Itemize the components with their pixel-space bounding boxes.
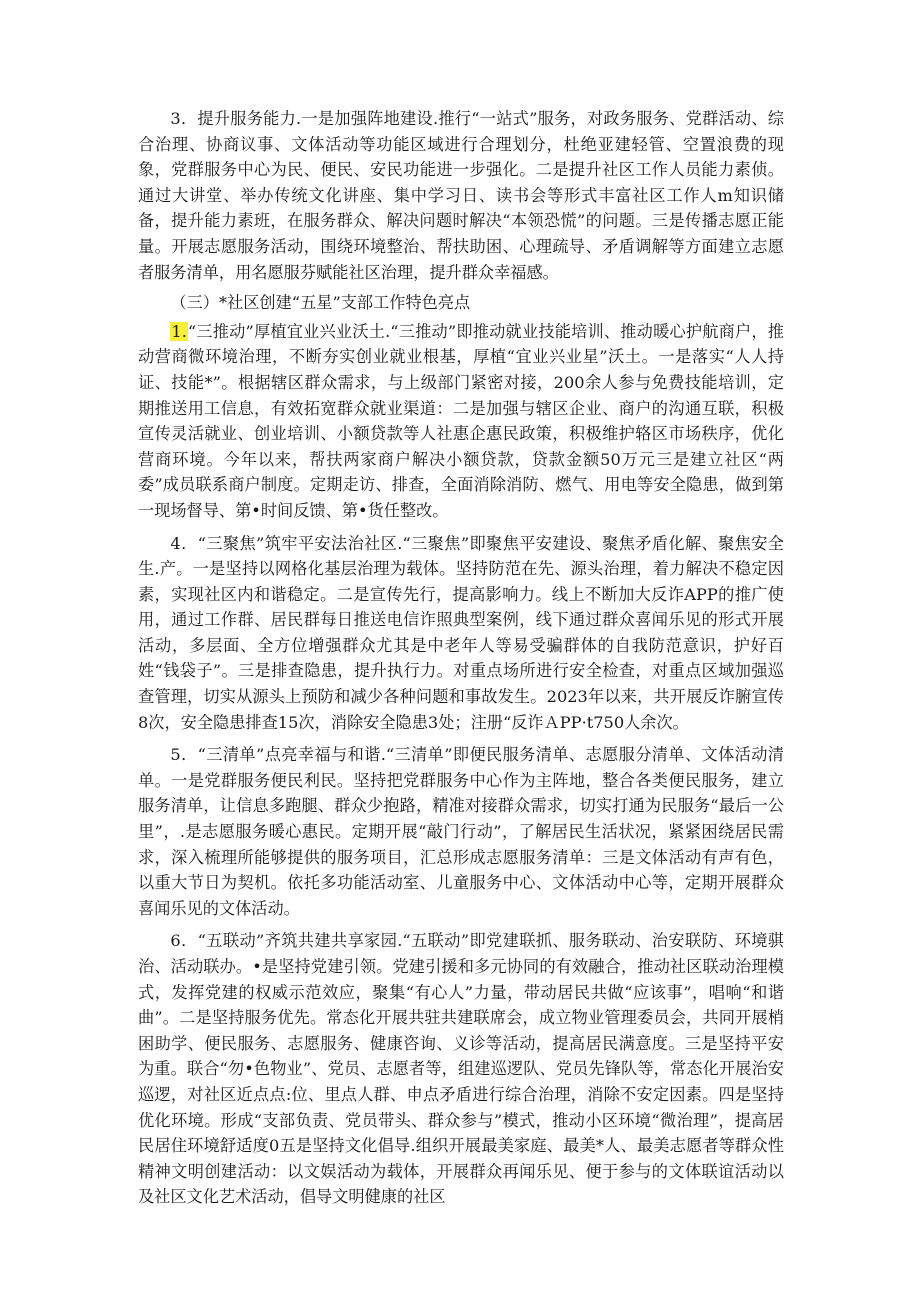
paragraph-five-linkages: 6．“五联动”齐筑共建共享家园.“五联动”即党建联抓、服务联动、治安联防、环境骐治、活动联办。•是坚持党建引领。党建引援和多元协同的有效融合，推动社区联动治理模式，发挥党建的权威示范效应，聚集“有心人”力量，带动居民共做“应该事”，唱响“和谐曲”。二是坚持服务优先。常态化开展共驻共建联席会，成立物业管理委员会，共同开展梢困助学、便民服务、志愿服务、健康咨询、义诊等活动，提高居民满意度。三是坚持平安为重。联合“勿•色物业”、党员、志愿者等，组建巡逻队、党员先锋队等，常态化开展治安巡逻，对社区近点点:位、里点人群、申点矛盾进行综合治理，消除不安定因素。四是坚持优化环境。形成“支部负责、党员带头、群众参与”模式，推动小区环境“微治理”，提高居民居住环境舒适度0五是坚持文化倡导.组织开展最美家庭、最美*人、最美志愿者等群众性精神文明创建活动：以文娱活动为载体，开展群众再闻乐见、便于参与的文体联谊活动以及社区文化艺术活动，倡导文明健康的社区 <box>138 931 784 1207</box>
section-heading: （三）*社区创建“五星”支部工作特色亮点 <box>170 293 471 313</box>
paragraph-three-promotions-text: “三推动”厚植宜业兴业沃土.“三推动”即推动就业技能培训、推动暖心护航商户，推动营商微环境治理，不断夯实创业就业根基，厚植“宜业兴业星”沃土。一是落实“人人持证、技能*”。根据辖区群众需求，与上级部门紧密对接，200余人参与免费技能培训，定期推送用工信息，有效拓宽群众就业渠道：二是加强与辖区企业、商户的沟通互联，积极宣传灵活就业、创业培训、小额贷款等人社惠企惠民政策，积极维护辂区市场秩序，优化营商环境。今年以来，帮扶两家商户解决小额贷款，贷款金额50万元三是建立社区“两委”成员联系商户制度。定期走访、排查，全面消除消防、燃气、用电等安全隐患，做到第一现场督导、第•时间反馈、第•货任整改。 <box>138 321 784 520</box>
highlighted-number: 1. <box>171 321 187 341</box>
paragraph-service-capacity: 3．提升服务能力.一是加强阵地建设.推行“一站式”服务，对政务服务、党群活动、综合治理、协商议事、文体活动等功能区域进行合理划分，杜绝亚建轻管、空置浪费的现象，党群服务中心为民、便民、安民功能进一步强化。二是提升社区工作人员能力素侦。通过大讲堂、举办传统文化讲座、集中学习日、读书会等形式丰富社区工作人m知识储备，提升能力素班，在服务群众、解决问题时解决“本领恐慌”的问题。三是传播志愿正能量。开展志愿服务活动，围绕环境整治、帮扶助困、心理疏导、矛盾调解等方面建立志愿者服务清单，用名愿服芬赋能社区治理，提升群众幸福感。 <box>138 109 784 282</box>
paragraph-three-promotions <box>138 319 784 524</box>
paragraph-three-lists: 5．“三清单”点亮幸福与和谐.“三清单”即便民服务清单、志愿服分清单、文体活动清单。一是党群服务便民利民。坚持把党群服务中心作为主阵地，整合各类便民服务，建立服务清单，让信息多跑腿、群众少抱路，精准对接群众需求，切实打通为民服务“最后一公里”，.是志愿服务暖心惠民。定期开展“敲门行动”，了解居民生活状况，紧紧困绕居民需求，深入梳理所能够提供的服务项目，汇总形成志愿服务清单：三是文体活动有声有色，以重大节日为契机。依托多功能活动室、儿童服务中心、文体活动中心等，定期开展群众喜闻乐见的文体活动。 <box>138 745 784 918</box>
document-body <box>138 106 784 1210</box>
paragraph-three-focuses: 4．“三聚焦”筑牢平安法治社区.“三聚焦”即聚焦平安建设、聚焦矛盾化解、聚焦安全生.产。一是坚持以网格化基层治理为载体。坚持防范在先、源头治理，着力解决不稳定因素，实现社区内和谐稳定。二是宣传先行，提高影响力。线上不断加大反诈APP的推广使用，通过工作群、居民群每日推送电信诈照典型案例，线下通过群众喜闻乐见的形式开展活动，多层面、全方位增强群众尤其是中老年人等易受骗群体的自我防范意识，护好百姓“钱袋子”。三是排查隐患，提升执行力。对重点场所进行安全检查，对重点区域加强巡查管理，切实从源头上预防和减少各种问题和事故发生。2023年以来，共开展反诈腑宣传8次，安全隐患排查15次，消除安全隐患3处；注册“反诈ＡPP·t750人余次。 <box>138 533 784 732</box>
